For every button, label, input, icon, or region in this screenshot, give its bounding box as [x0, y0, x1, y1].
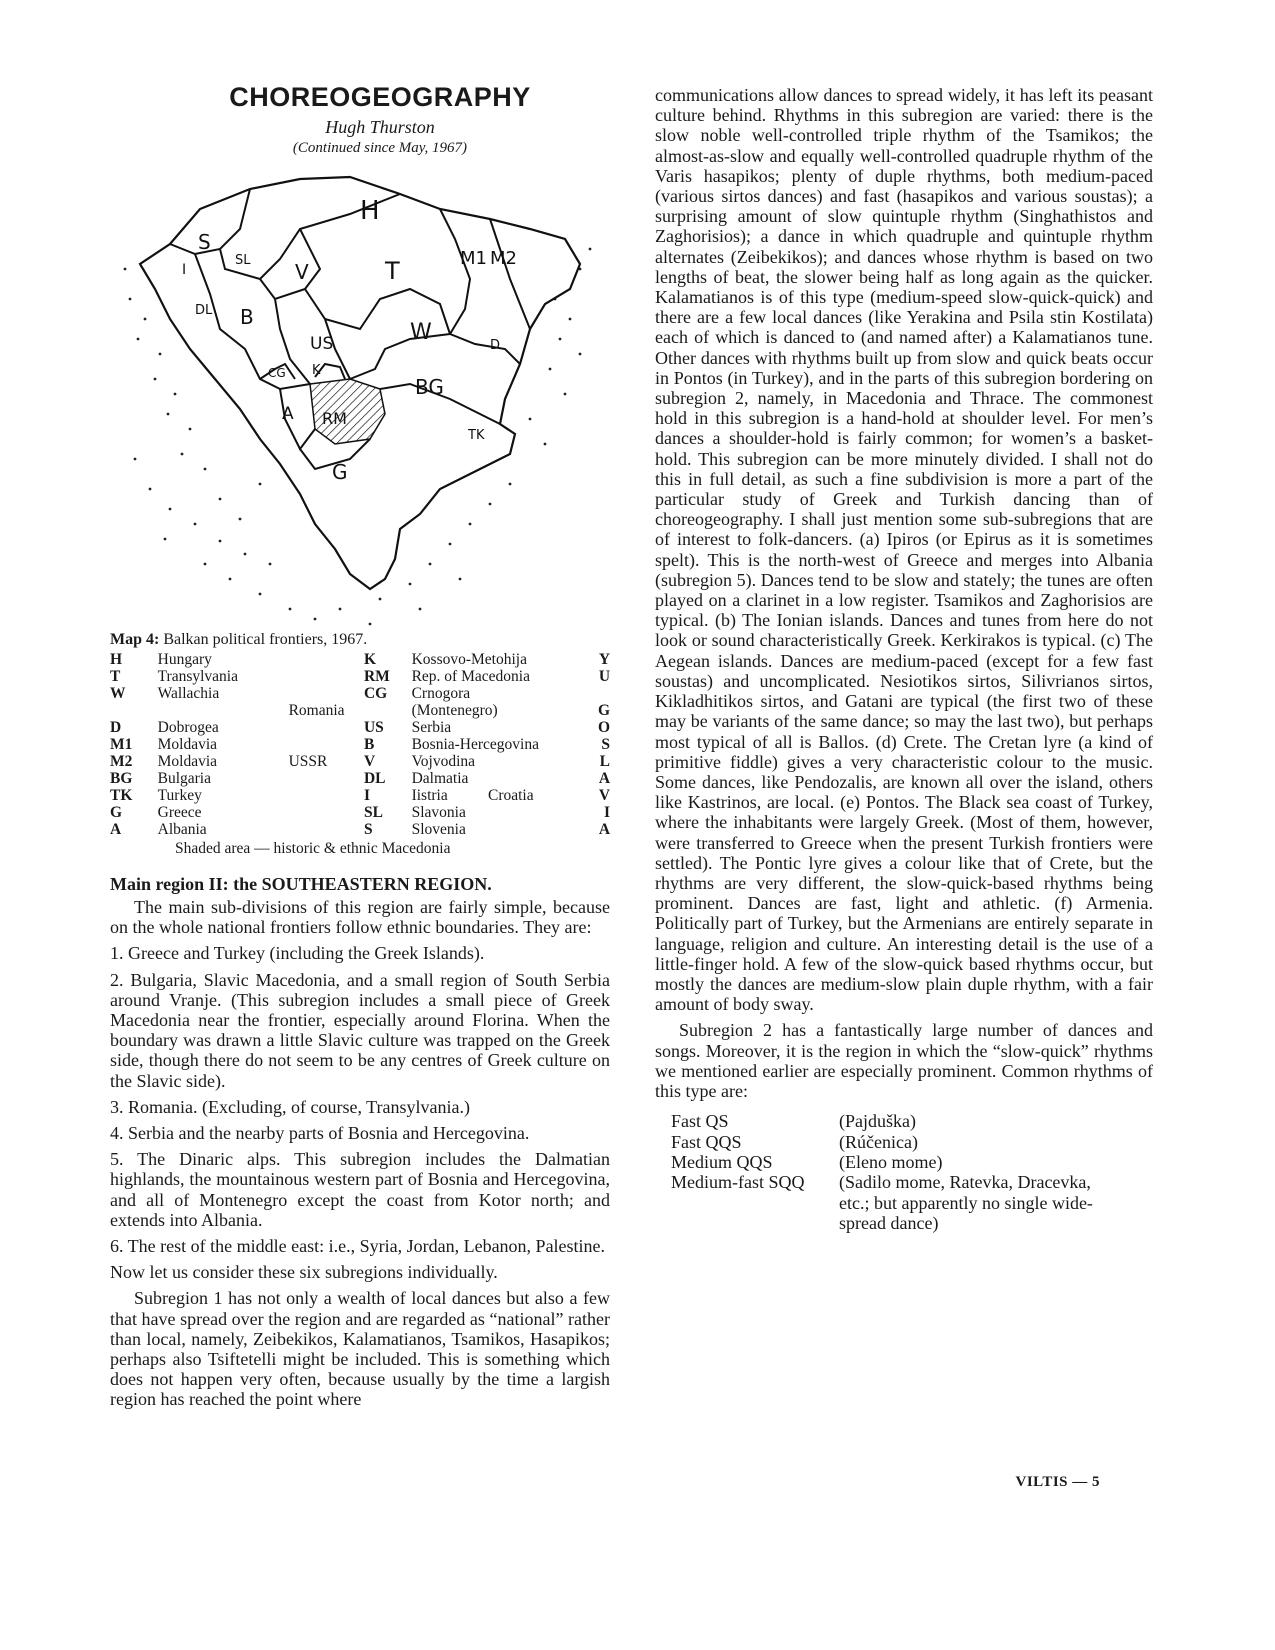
legend-group	[289, 668, 364, 685]
right-column	[655, 85, 1153, 1234]
legend-side-letter: U	[598, 668, 611, 685]
legend-group	[289, 770, 364, 787]
rhythm-name: Fast QQS	[671, 1131, 742, 1152]
legend-side-letter: I	[603, 804, 611, 821]
rhythm-row	[671, 1172, 1153, 1233]
legend-abbr: K	[363, 651, 377, 668]
balkan-map-drawing	[110, 169, 610, 627]
legend-side-letter: A	[598, 821, 611, 838]
subregion-item-1: 1. Greece and Turkey (including the Greek Islands).	[110, 943, 485, 964]
map-label-cg: CG	[268, 366, 286, 380]
legend-abbr: CG	[363, 685, 388, 702]
legend-abbr: V	[363, 753, 376, 770]
now-paragraph: Now let us consider these six subregions individually.	[110, 1262, 498, 1283]
legend-name: Hungary	[157, 651, 212, 668]
subregion-1-paragraph: Subregion 1 has not only a wealth of local dances but also a few that have spread over the region and are regarded as “national” rather than local, namely, Zeibekikos, Kalamatianos, Tsamikos, Hasapikos; perhaps also Tsiftetelli might be included. This is something which does not happen very often, because usually by the time a largish region has reached the point where	[110, 1288, 610, 1410]
legend-name: Moldavia	[157, 736, 218, 753]
map-label-i: I	[182, 262, 187, 278]
legend-name: Wallachia	[157, 685, 220, 702]
article-title: CHOREOGEOGRAPHY	[229, 82, 531, 112]
legend-abbr: US	[363, 719, 384, 736]
legend-abbr: W	[110, 685, 126, 702]
article-author: Hugh Thurston	[325, 117, 435, 137]
legend-side-letter: V	[598, 787, 611, 804]
map-label-sl: SL	[235, 253, 251, 268]
legend-abbr	[364, 702, 412, 719]
map-label-v: V	[295, 260, 309, 284]
subregion-item-4: 4. Serbia and the nearby parts of Bosnia and Hercegovina.	[110, 1123, 530, 1144]
legend-abbr: DL	[363, 770, 386, 787]
map-label-m2: M2	[490, 248, 517, 269]
legend-name: Transylvania	[157, 668, 238, 685]
legend-group	[289, 804, 364, 821]
legend-group	[289, 685, 364, 702]
rhythm-dances: (Sadilo mome, Ratevka, Dracevka, etc.; but apparently no single wide-spread dance)	[839, 1172, 1093, 1234]
map-caption-text: Balkan political frontiers, 1967.	[163, 631, 368, 648]
map-label-us: US	[310, 334, 334, 354]
map-label-w: W	[410, 320, 432, 345]
legend-abbr: G	[110, 804, 123, 821]
subregion-item-5: 5. The Dinaric alps. This subregion includes the Dalmatian highlands, the mountainous western part of Bosnia and Hercegovina, and all of Montenegro except the coast from Kotor north; and extends into Albania.	[110, 1149, 610, 1230]
legend-abbr	[110, 702, 158, 719]
balkan-map	[110, 169, 610, 627]
map-label-bg: BG	[415, 375, 444, 399]
legend-row	[110, 651, 610, 668]
legend-name: Iistria	[411, 787, 448, 804]
legend-row	[110, 719, 610, 736]
legend-group	[289, 736, 364, 753]
map-label-s: S	[198, 230, 211, 254]
map-label-m1: M1	[460, 248, 487, 269]
legend-name: Bosnia-Hercegovina	[411, 736, 539, 753]
map-caption	[110, 631, 610, 649]
section-heading: Main region II: the SOUTHEASTERN REGION.	[110, 874, 492, 894]
legend-name: Dalmatia	[411, 770, 469, 787]
legend-name: Kossovo-Metohija	[411, 651, 527, 668]
legend-name: Dobrogea	[157, 719, 219, 736]
legend-abbr: B	[363, 736, 375, 753]
legend-group	[289, 719, 364, 736]
croatia-label: Croatia	[488, 787, 534, 804]
subregion-2-paragraph: Subregion 2 has a fantastically large number of dances and songs. Moreover, it is the region in which the “slow-quick” rhythms we mentioned earlier are especially prominent. Common rhythms of this type are:	[655, 1020, 1153, 1101]
rhythm-name: Fast QS	[671, 1111, 729, 1132]
legend-side-letter: A	[598, 770, 611, 787]
legend-abbr: I	[363, 787, 371, 804]
legend-abbr: H	[110, 651, 123, 668]
rhythm-dances: (Rúčenica)	[839, 1131, 918, 1152]
rhythm-table	[671, 1111, 1153, 1233]
legend-group: USSR	[288, 753, 328, 770]
legend-name: Bulgaria	[157, 770, 211, 787]
rhythm-dances: (Eleno mome)	[839, 1151, 943, 1172]
legend-row	[110, 702, 610, 719]
legend-group	[289, 821, 364, 838]
rhythm-row	[671, 1111, 1153, 1131]
legend-row	[110, 685, 610, 702]
legend-side-letter: O	[597, 719, 611, 736]
legend-name: Serbia	[411, 719, 452, 736]
legend-name: Rep. of Macedonia	[411, 668, 530, 685]
map-label-h: H	[360, 196, 380, 226]
subregion-item-2: 2. Bulgaria, Slavic Macedonia, and a small region of South Serbia around Vranje. (This subregion includes a small piece of Greek Macedonia near the frontier, especially around Florina. When the boundary was drawn a little Slavic culture was trapped on the Greek side, though there do not seem to be any centres of Greek culture on the Slavic side).	[110, 969, 610, 1091]
legend-name: Turkey	[157, 787, 202, 804]
map-label-rm: RM	[322, 409, 347, 428]
legend-row	[110, 668, 610, 685]
legend-abbr: RM	[363, 668, 390, 685]
legend-row	[110, 736, 610, 753]
legend-name: Vojvodina	[411, 753, 476, 770]
legend-abbr: A	[110, 821, 122, 838]
continuation-paragraph: communications allow dances to spread widely, it has left its peasant culture behind. Rhythms in this subregion are varied: there is the slow noble well-controlled triple rhythm of the Tsamikos; the almost-as-slow and equally well-controlled quadruple rhythm of the Varis hasapikos; plenty of duple rhythms, both medium-paced (various sirtos dances) and fast (hasapikos and various soustas); a surprising amount of slow quintuple rhythm (Singhathistos and Zaghorisios); a dance in which quadruple and quintuple rhythm alternates (Zeibekikos); and dances whose rhythm is based on two lengths of beat, the slower being half as long again as the quicker. Kalamatianos is of this type (medium-speed slow-quick-quick) and there are a few local dances (like Yerakina and Psila stin Kostilata) each of which is danced to (and named after) a Kalamatianos tune. Other dances with rhythms built up from slow and quick beats occur in Pontos (in Turkey), and in the parts of this subregion bordering on subregion 2, namely, in Macedonia and Thrace. The commonest hold in this subregion is a hand-hold at shoulder level. For men’s dances a shoulder-hold is fairly common; for women’s a basket-hold. This subregion can be more minutely divided. I shall not do this in full detail, as such a fine subdivision is more a part of the particular study of Greek and Turkish dancing than of choreogeography. I shall just mention some sub-subregions that are of interest to folk-dancers. (a) Ipiros (or Epirus as it is sometimes spelt). This is the north-west of Greece and merges into Albania (subregion 5). Dances tend to be slow and stately; the tunes are often played on a clarinet in a low register. Tsamikos and Zaghorisios are typical. (b) The Ionian islands. Dances and tunes from here do not look or sound characteristically Greek. Kerkirakos is typical. (c) The Aegean islands. Dances are medium-paced (except for a few fast soustas) and uncomplicated. Nesiotikos sirtos, Silivrianos sirtos, Kikladhitikos sirtos, and Gatani are typical (the first two of these may be variants of the same dance; so may the last two), but perhaps most typical of all is Ballos. (d) Crete. The Cretan lyre (a kind of primitive fiddle) gives a very characteristic colour to the music. Some dances, like Pendozalis, are known all over the island, others like Kastrinos, are local. (e) Pontos. The Black sea coast of Turkey, where the inhabitants were largely Greek. (Most of them, however, were transferred to Greece when the present Turkish frontiers were settled). The Pontic lyre gives a colour like that of Crete, but the rhythms are very different, the slow-quick-based rhythms being prominent. Dances are fast, light and athletic. (f) Armenia. Politically part of Turkey, but the Armenians are entirely separate in language, religion and culture. An interesting detail is the use of a little-finger hold. A few of the slow-quick based rhythms occur, but mostly the dances are medium-slow plain duple rhythm, with a fair amount of body sway.	[655, 85, 1153, 1015]
legend-abbr: D	[110, 719, 122, 736]
shaded-area-note: Shaded area — historic & ethnic Macedonia	[175, 840, 451, 857]
map-label-k: K	[312, 363, 321, 378]
legend-row	[110, 804, 610, 821]
left-column	[110, 80, 610, 1410]
map-label-t: T	[385, 257, 400, 285]
legend-side-letter: L	[599, 753, 611, 770]
legend-side-letter: Y	[598, 651, 611, 668]
legend-name: Albania	[157, 821, 207, 838]
legend-side-letter: G	[597, 702, 611, 719]
map-label-a: A	[282, 404, 294, 424]
map-label-d: D	[490, 338, 501, 353]
map-caption-label: Map 4:	[110, 631, 160, 648]
legend-abbr: M2	[110, 753, 133, 770]
rhythm-dances: (Pajduška)	[839, 1111, 916, 1132]
legend-side-letter	[590, 685, 610, 702]
legend-abbr: T	[110, 668, 121, 685]
legend-name: Greece	[157, 804, 202, 821]
legend-side-letter: S	[601, 736, 611, 753]
legend-name	[158, 702, 289, 719]
legend-abbr: BG	[110, 770, 133, 787]
map-label-tk: TK	[468, 428, 485, 443]
legend-abbr: S	[363, 821, 373, 838]
page-footer: VILTIS — 5	[1015, 1474, 1100, 1490]
rhythm-row	[671, 1132, 1153, 1152]
subregion-item-3: 3. Romania. (Excluding, of course, Transylvania.)	[110, 1096, 470, 1117]
legend-group	[289, 787, 364, 804]
legend-row	[110, 753, 610, 770]
legend-abbr: M1	[110, 736, 133, 753]
continued-note: (Continued since May, 1967)	[292, 140, 468, 156]
map-label-b: B	[240, 305, 254, 329]
legend-name: (Montenegro)	[411, 702, 498, 719]
map-label-g: G	[332, 460, 348, 484]
legend-name: Slovenia	[411, 821, 466, 838]
legend-row	[110, 770, 610, 787]
subregion-item-6: 6. The rest of the middle east: i.e., Syria, Jordan, Lebanon, Palestine.	[110, 1236, 606, 1257]
map-legend	[110, 651, 610, 838]
map-label-dl: DL	[195, 303, 213, 318]
legend-name: Moldavia	[157, 753, 218, 770]
legend-name: Slavonia	[411, 804, 466, 821]
rhythm-name: Medium-fast SQQ	[671, 1172, 805, 1193]
legend-row	[110, 821, 610, 838]
rhythm-row	[671, 1152, 1153, 1172]
intro-paragraph: The main sub-divisions of this region are fairly simple, because on the whole national frontiers follow ethnic boundaries. They are:	[110, 897, 610, 938]
rhythm-name: Medium QQS	[671, 1151, 773, 1172]
legend-name: Crnogora	[411, 685, 471, 702]
legend-abbr: TK	[110, 787, 133, 804]
legend-row	[110, 787, 610, 804]
legend-abbr: SL	[363, 804, 383, 821]
legend-group: Romania	[288, 702, 345, 719]
legend-group	[289, 651, 364, 668]
